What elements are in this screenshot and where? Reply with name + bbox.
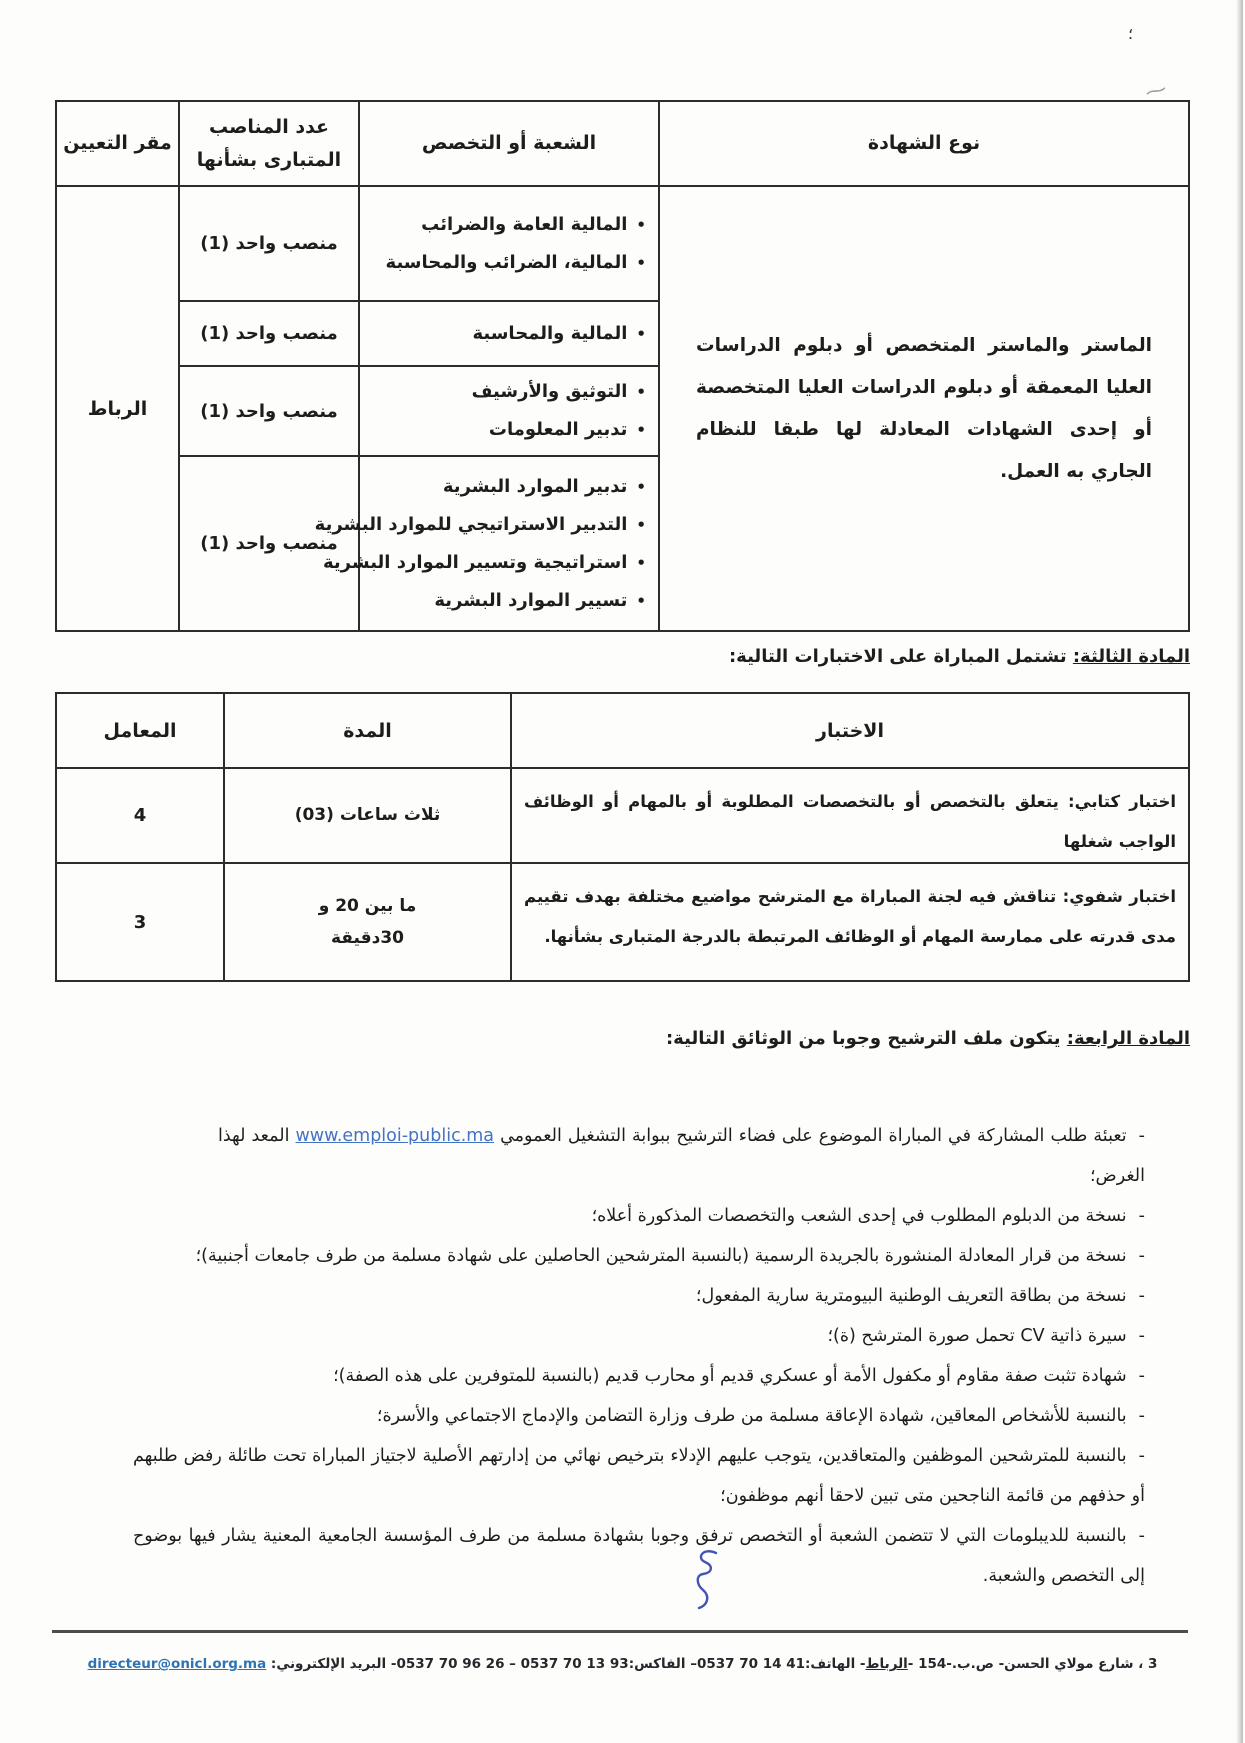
col-coefficient: المعامل — [56, 693, 224, 768]
email-link[interactable]: directeur@onicl.org.ma — [87, 1656, 267, 1672]
article-3-heading — [729, 646, 1190, 667]
article-4-heading — [666, 1028, 1190, 1049]
ink-speck: ؛ — [1128, 24, 1134, 43]
pencil-mark: ~ — [1140, 77, 1171, 105]
specialty-label: استراتيجية وتسيير الموارد البشرية — [323, 551, 628, 573]
dash-marker: - — [1138, 1286, 1145, 1306]
bullet-icon: • — [636, 553, 646, 572]
dash-marker: - — [1138, 1126, 1145, 1146]
col-specialty: الشعبة أو التخصص — [359, 101, 659, 186]
list-item-id-card-copy: -نسخة من بطاقة التعريف الوطنية البيومترية سارية المفعول؛ — [695, 1286, 1145, 1306]
list-item-equivalence-decision: -نسخة من قرار المعادلة المنشورة بالجريدة الرسمية (بالنسبة المترشحين الحاصلين على شهادة مسلمة من طرف جامعات أجنبية)؛ — [195, 1246, 1145, 1266]
footer-fax-label: – الفاكس: — [628, 1656, 697, 1672]
exam-text: يتعلق بالتخصص أو بالتخصصات المطلوبة أو بالمهام أو الوظائف الواجب شغلها — [524, 792, 1176, 851]
bullet-icon: • — [636, 515, 646, 534]
coefficient-cell: 3 — [56, 863, 224, 981]
dash-marker: - — [1138, 1366, 1145, 1386]
dash-marker: - — [1138, 1406, 1145, 1426]
col-certificate-type: نوع الشهادة — [659, 101, 1189, 186]
positions-cell: منصب واحد (1) — [179, 186, 359, 301]
table-row — [56, 863, 1189, 981]
col-positions-count: عدد المناصب المتبارى بشأنها — [179, 101, 359, 186]
bullet-icon: • — [636, 421, 646, 439]
bullet-icon: • — [636, 477, 646, 496]
dash-marker: - — [1138, 1526, 1145, 1546]
specialty-cell — [314, 456, 659, 631]
specialty-label: التدبير الاستراتيجي للموارد البشرية — [314, 513, 628, 535]
emploi-public-link[interactable]: www.emploi-public.ma — [295, 1126, 495, 1146]
exam-cell — [511, 863, 1189, 981]
bullet-icon: • — [636, 324, 646, 343]
paraph-squiggle — [688, 1546, 726, 1612]
list-item-cv: -سيرة ذاتية CV تحمل صورة المترشح (ة)؛ — [827, 1326, 1145, 1346]
coefficient-cell: 4 — [56, 768, 224, 863]
footer-contact: 3 ، شارع مولاي الحسن- ص.ب.-154 -الرباط- الهاتف:0537 70 14 41– الفاكس:0537 70 13 93 – 0537 70 96 26- البريد الإلكتروني: directeur@onicl.org.ma — [87, 1656, 1158, 1672]
specialty-label: تسيير الموارد البشرية — [434, 589, 628, 611]
footer-email-label: - البريد الإلكتروني: — [266, 1656, 397, 1672]
list-item-application-form: -تعبئة طلب المشاركة في المباراة الموضوع على فضاء الترشيح ببوابة التشغيل العمومي www.emploi-public.ma المعد لهذا الغرض؛ — [218, 1126, 1145, 1186]
exam-cell — [511, 768, 1189, 863]
bullet-icon: • — [636, 383, 646, 401]
scan-edge-shadow — [1236, 0, 1243, 1743]
exam-label: اختبار شفوي: — [1062, 887, 1176, 906]
specialty-cell — [359, 301, 659, 366]
col-appointment-location: مقر التعيين — [56, 101, 179, 186]
specialty-label: المالية، الضرائب والمحاسبة — [385, 251, 628, 273]
table-row — [56, 186, 1189, 301]
table-row — [56, 768, 1189, 863]
list-item-veteran-certificate: -شهادة تثبت صفة مقاوم أو مكفول الأمة أو عسكري قديم أو محارب قديم (بالنسبة للمتوفرين على هذه الصفة)؛ — [333, 1366, 1145, 1386]
article-4-label: المادة الرابعة: — [1066, 1028, 1190, 1049]
bullet-icon: • — [636, 591, 646, 610]
list-item-diploma-copy: -نسخة من الدبلوم المطلوب في إحدى الشعب والتخصصات المذكورة أعلاه؛ — [591, 1206, 1145, 1226]
positions-cell: منصب واحد (1) — [179, 456, 359, 631]
dash-marker: - — [1138, 1326, 1145, 1346]
duration-cell: ما بين 20 و 30دقيقة — [224, 863, 511, 981]
positions-cell: منصب واحد (1) — [179, 301, 359, 366]
bullet-icon: • — [636, 215, 646, 234]
exam-label: اختبار كتابي: — [1068, 792, 1176, 811]
location-cell: الرباط — [56, 186, 179, 631]
specialty-label: المالية والمحاسبة — [472, 322, 628, 344]
footer-fax-number-2: 0537 70 96 26 — [396, 1656, 505, 1672]
col-duration: المدة — [224, 693, 511, 768]
article-3-label: المادة الثالثة: — [1072, 646, 1190, 667]
specialty-label: تدبير الموارد البشرية — [442, 475, 628, 497]
exams-table — [55, 692, 1190, 982]
article-4-text: يتكون ملف الترشيح وجوبا من الوثائق التالية: — [665, 1028, 1067, 1049]
positions-table — [55, 100, 1190, 632]
specialty-cell — [359, 366, 659, 456]
footer-city: الرباط — [865, 1656, 908, 1672]
duration-cell: ثلاث ساعات (03) — [224, 768, 511, 863]
specialty-label: تدبير المعلومات — [488, 419, 628, 440]
exams-table-header-row — [56, 693, 1189, 768]
article-3-text: تشتمل المباراة على الاختبارات التالية: — [728, 646, 1073, 667]
list-item-specialty-attestation: -بالنسبة للديبلومات التي لا تتضمن الشعبة أو التخصص ترفق وجوبا بشهادة مسلمة من طرف المؤسسة الجامعية المعنية يشار فيها بوضوح إلى التخصص والشعبة. — [133, 1526, 1145, 1586]
positions-cell: منصب واحد (1) — [179, 366, 359, 456]
documents-list — [133, 1116, 1145, 1596]
bullet-icon: • — [636, 253, 646, 272]
dash-marker: - — [1138, 1206, 1145, 1226]
specialty-label: التوثيق والأرشيف — [471, 381, 628, 402]
footer-address: 3 ، شارع مولاي الحسن- ص.ب.-154 - — [907, 1656, 1158, 1672]
specialty-cell — [359, 186, 659, 301]
footer-fax-number-1: 0537 70 13 93 — [520, 1656, 629, 1672]
positions-table-header-row — [56, 101, 1189, 186]
footer-phone-number: 0537 70 14 41 — [696, 1656, 805, 1672]
specialty-label: المالية العامة والضرائب — [421, 213, 628, 235]
exam-text: تناقش فيه لجنة المباراة مع المترشح مواضيع مختلفة بهدف تقييم مدى قدرته على ممارسة المهام أو الوظائف المرتبطة بالدرجة المتبارى بشأنها. — [524, 887, 1176, 946]
list-item-employer-authorization: -بالنسبة للمترشحين الموظفين والمتعاقدين، يتوجب عليهم الإدلاء بترخيص نهائي من إدارتهم الأصلية لاجتياز المباراة تحت طائلة رفض طلبهم أو حذفهم من قائمة الناجحين متى تبين لاحقا أنهم موظفون؛ — [133, 1446, 1145, 1506]
dash-marker: - — [1138, 1446, 1145, 1466]
list-item-disability-certificate: -بالنسبة للأشخاص المعاقين، شهادة الإعاقة مسلمة من طرف وزارة التضامن والإدماج الاجتماعي والأسرة؛ — [376, 1406, 1145, 1426]
certificate-cell: الماستر والماستر المتخصص أو دبلوم الدراسات العليا المعمقة أو دبلوم الدراسات العليا المتخصصة أو إحدى الشهادات المعادلة لها طبقا للنظام الجاري به العمل. — [659, 186, 1189, 631]
footer-phone-label: - الهاتف: — [805, 1656, 866, 1672]
col-exam: الاختبار — [511, 693, 1189, 768]
dash-marker: - — [1138, 1246, 1145, 1266]
footer-rule — [52, 1630, 1188, 1633]
handwritten-paraph — [688, 1546, 726, 1616]
